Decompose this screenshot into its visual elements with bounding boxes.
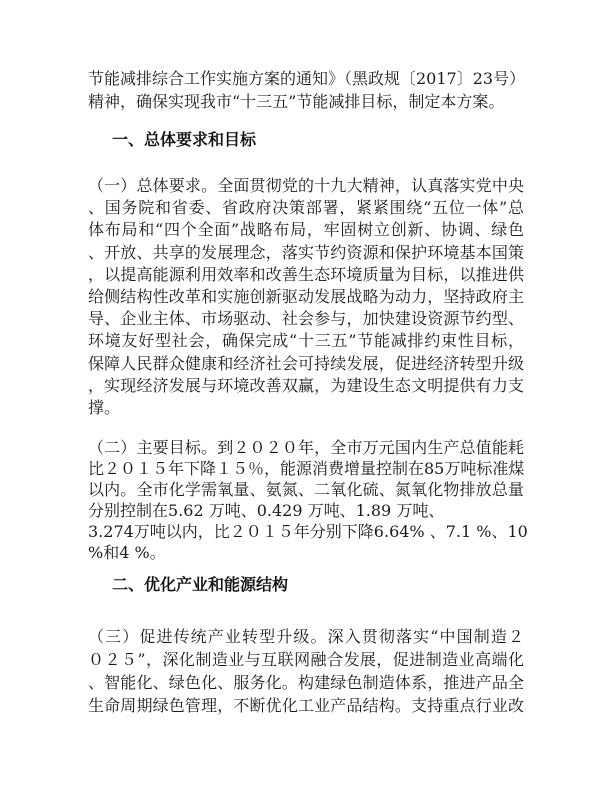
section-heading: 二、优化产业和能源结构: [112, 575, 289, 594]
paragraph-line: 保障人民群众健康和经济社会可持续发展，促进经济转型升级: [88, 354, 524, 373]
paragraph-line: 比２０１５年下降１５％，能源消费增量控制在85万吨标准煤: [88, 459, 525, 478]
paragraph-line: 撑。: [88, 398, 121, 417]
paragraph-line: 环境友好型社会，确保完成“十三五”节能减排约束性目标，: [88, 331, 524, 350]
paragraph-line: （三）促进传统产业转型升级。深入贯彻落实“中国制造２: [88, 627, 524, 646]
paragraph-line: ０２５”，深化制造业与互联网融合发展，促进制造业高端化: [88, 650, 524, 669]
paragraph-line: 以内。全市化学需氧量、氨氮、二氧化硫、氮氧化物排放总量: [88, 480, 524, 499]
paragraph-line: 、开放、共享的发展理念，落实节约资源和保护环境基本国策: [88, 243, 524, 262]
intro-line: 精神，确保实现我市“十三五”节能减排目标，制定本方案。: [88, 92, 505, 111]
paragraph-line: 体布局和“四个全面”战略布局，牢固树立创新、协调、绿色: [88, 220, 524, 239]
intro-line: 节能减排综合工作实施方案的通知》（黑政规〔2017〕23号）: [88, 69, 526, 88]
section-heading: 一、总体要求和目标: [112, 130, 257, 149]
paragraph-line: 、国务院和省委、省政府决策部署，紧紧围绕“五位一体”总: [88, 198, 524, 217]
paragraph-line: 分别控制在5.62 万吨、0.429 万吨、1.89 万吨、: [88, 501, 445, 520]
paragraph-line: 生命周期绿色管理，不断优化工业产品结构。支持重点行业改: [88, 696, 524, 715]
paragraph-line: 3.274万吨以内，比２０１５年分别下降6.64% 、7.1 %、10: [88, 522, 528, 541]
paragraph-line: ，实现经济发展与环境改善双赢，为建设生态文明提供有力支: [88, 376, 524, 395]
paragraph-line: 、智能化、绿色化、服务化。构建绿色制造体系，推进产品全: [88, 673, 524, 692]
paragraph-line: （一）总体要求。全面贯彻党的十九大精神，认真落实党中央: [88, 176, 524, 195]
paragraph-line: 导、企业主体、市场驱动、社会参与，加快建设资源节约型、: [88, 309, 524, 328]
paragraph-line: （二）主要目标。到２０２０年，全市万元国内生产总值能耗: [88, 438, 524, 457]
paragraph-line: ，以提高能源利用效率和改善生态环境质量为目标，以推进供: [88, 265, 524, 284]
paragraph-line: %和4 %。: [88, 543, 166, 562]
paragraph-line: 给侧结构性改革和实施创新驱动发展战略为动力，坚持政府主: [88, 287, 524, 306]
